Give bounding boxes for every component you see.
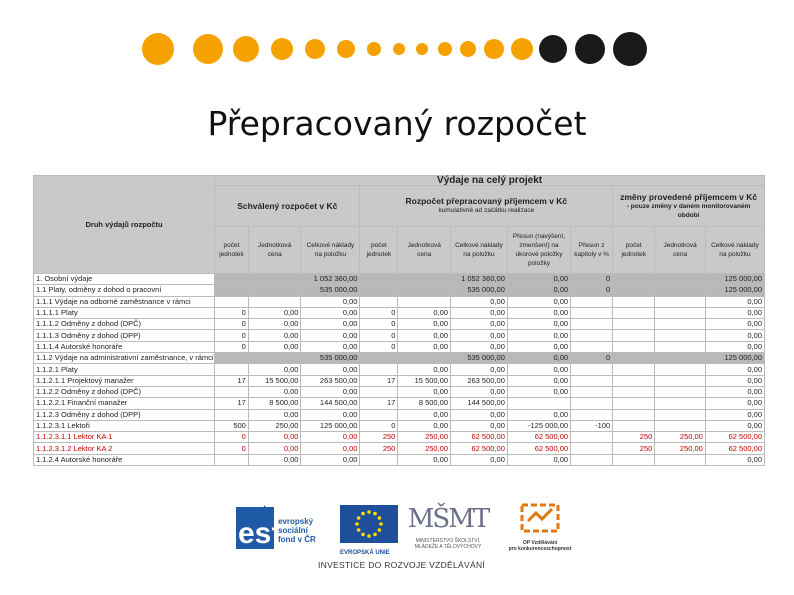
cell-r-total: 0,00 [451,454,508,465]
table-row [34,307,765,318]
row-label: 1.1.2.3.1.2 Lektor KA 2 [34,443,215,454]
row-label: 1.1.1 Výdaje na odborné zaměstnance v rámci [34,296,215,307]
msmt-line1: MINISTERSTVO ŠKOLSTVÍ, [415,538,481,544]
cell-r-total: 0,00 [451,330,508,341]
cell-c-count [613,398,655,409]
cell-a-total: 0,00 [301,454,360,465]
opvk-line2: pro konkurenceschopnost [508,546,572,552]
cell-c-total: 0,00 [705,420,764,431]
cell-a-total: 0,00 [301,409,360,420]
eu-star-icon [361,512,365,516]
cell-r-total: 144 500,00 [451,398,508,409]
cell-r-count [360,274,398,285]
col-header-unit: Jednotková cena [248,227,301,274]
decorative-dot [393,43,405,55]
cell-r-total: 535 000,00 [451,285,508,296]
cell-r-count [360,353,398,364]
col-header-count: počet jednotek [613,227,655,274]
cell-transfer: 0,00 [507,307,570,318]
cell-a-unit: 0,00 [248,307,301,318]
group-changes-label: změny provedené příjemcem v Kč [620,191,758,202]
cell-chapter [571,398,613,409]
cell-chapter [571,432,613,443]
cell-transfer: 0,00 [507,341,570,352]
group-changes [613,186,765,227]
cell-a-count: 0 [215,341,249,352]
eu-star-icon [367,534,371,538]
decorative-dot [271,38,293,60]
cell-r-count [360,454,398,465]
cell-r-count: 0 [360,341,398,352]
cell-chapter: 0 [571,285,613,296]
table-row [34,319,765,330]
cell-r-count: 0 [360,307,398,318]
cell-a-total: 0,00 [301,341,360,352]
cell-r-total: 0,00 [451,341,508,352]
col-header-total: Celkové náklady na položku [451,227,508,274]
cell-r-unit: 0,00 [398,409,451,420]
table-row [34,420,765,431]
cell-r-total: 0,00 [451,296,508,307]
col-header-chapter: Přesun z kapitoly v % [571,227,613,274]
cell-r-count: 0 [360,319,398,330]
group-revised [360,186,613,227]
row-label: 1.1.2.1.1 Projektový manažer [34,375,215,386]
cell-a-total: 0,00 [301,319,360,330]
budget-table-screenshot [33,175,765,462]
cell-c-unit: 250,00 [655,432,706,443]
decorative-dot [233,36,259,62]
cell-r-total: 0,00 [451,409,508,420]
row-label: 1.1.1.2 Odměny z dohod (DPČ) [34,319,215,330]
cell-a-total: 0,00 [301,330,360,341]
decorative-dot [484,39,504,59]
decorative-dot [575,34,605,64]
cell-c-total: 0,00 [705,307,764,318]
row-label: 1.1.2.4 Autorské honoráře [34,454,215,465]
first-col-header: Druh výdajů rozpočtu [34,176,215,274]
cell-c-count [613,375,655,386]
svg-text:esf: esf [238,517,282,550]
decorative-dot [416,43,428,55]
cell-c-count [613,330,655,341]
cell-transfer: 0,00 [507,296,570,307]
cell-transfer: 62 500,00 [507,443,570,454]
cell-c-unit [655,341,706,352]
cell-r-total: 0,00 [451,420,508,431]
col-header-transfer: Přesun (navýšení, zmenšení) na úkorové položky položky [507,227,570,274]
cell-r-count: 17 [360,398,398,409]
esf-line3: fond v ČR [278,535,316,544]
cell-r-unit: 0,00 [398,364,451,375]
cell-transfer: 0,00 [507,319,570,330]
cell-c-count [613,274,655,285]
cell-c-unit [655,307,706,318]
cell-c-total: 125 000,00 [705,274,764,285]
cell-transfer: 0,00 [507,364,570,375]
cell-r-count [360,409,398,420]
table-row [34,398,765,409]
cell-r-count: 0 [360,330,398,341]
cell-r-unit: 250,00 [398,432,451,443]
cell-r-count [360,386,398,397]
cell-transfer: 62 500,00 [507,432,570,443]
table-row [34,432,765,443]
decorative-dot [613,32,647,66]
row-label: 1.1.1.3 Odměny z dohod (DPP) [34,330,215,341]
eu-star-icon [378,528,382,532]
eu-star-icon [357,528,361,532]
eu-label: EVROPSKÁ UNIE [340,550,390,556]
cell-chapter: 0 [571,353,613,364]
decorative-dot [438,42,452,56]
cell-r-unit [398,296,451,307]
row-label: 1.1.2.3.1.1 Lektor KA 1 [34,432,215,443]
cell-a-count: 0 [215,330,249,341]
eu-star-icon [357,516,361,520]
decorative-dot-row [0,0,794,80]
cell-transfer [507,398,570,409]
cell-c-total: 0,00 [705,330,764,341]
decorative-dot [539,35,567,63]
table-row [34,296,765,307]
cell-chapter [571,375,613,386]
row-label: 1.1 Platy, odměny z dohod o pracovní [34,285,215,296]
cell-c-total: 0,00 [705,454,764,465]
table-row [34,443,765,454]
cell-r-unit: 0,00 [398,307,451,318]
cell-c-count [613,409,655,420]
cell-a-count [215,274,249,285]
eu-flag-icon [340,505,398,543]
cell-chapter [571,443,613,454]
table-row [34,364,765,375]
cell-c-total: 62 500,00 [705,443,764,454]
decorative-dot [193,34,223,64]
table-row [34,386,765,397]
opvk-line1: OP Vzdělávání [522,540,558,546]
col-header-total: Celkové náklady na položku [301,227,360,274]
table-row [34,454,765,465]
cell-c-total: 0,00 [705,409,764,420]
cell-a-count [215,353,249,364]
cell-chapter: -100 [571,420,613,431]
cell-c-unit [655,398,706,409]
decorative-dot [460,41,476,57]
cell-a-unit [248,274,301,285]
cell-r-unit: 0,00 [398,330,451,341]
cell-c-total: 62 500,00 [705,432,764,443]
cell-a-count: 0 [215,319,249,330]
cell-r-unit: 15 500,00 [398,375,451,386]
esf-line2: sociální [278,526,308,535]
row-label: 1.1.2.3.1 Lektoři [34,420,215,431]
msmt-mark-icon [407,501,489,534]
cell-a-unit: 15 500,00 [248,375,301,386]
cell-a-count [215,364,249,375]
cell-a-count: 500 [215,420,249,431]
opvk-logo [502,501,578,551]
cell-r-count: 250 [360,443,398,454]
decorative-dot [337,40,355,58]
esf-line1: evropský [278,517,314,526]
cell-a-count [215,285,249,296]
logo-caption: INVESTICE DO ROZVOJE VZDĚLÁVÁNÍ [318,560,486,570]
table-row [34,375,765,386]
eu-logo [340,505,402,555]
svg-text:MŠMT: MŠMT [407,504,489,534]
cell-a-unit: 0,00 [248,386,301,397]
cell-a-count: 0 [215,307,249,318]
cell-a-unit: 0,00 [248,454,301,465]
cell-r-unit: 0,00 [398,420,451,431]
cell-c-count [613,307,655,318]
table-row [34,274,765,285]
cell-transfer: 0,00 [507,375,570,386]
cell-c-total: 0,00 [705,319,764,330]
cell-transfer: 0,00 [507,353,570,364]
cell-chapter [571,409,613,420]
cell-c-unit [655,319,706,330]
cell-c-total: 125 000,00 [705,353,764,364]
cell-transfer: 0,00 [507,274,570,285]
budget-table [33,175,765,466]
table-row [34,330,765,341]
cell-c-unit [655,375,706,386]
cell-c-unit [655,409,706,420]
esf-logo [236,503,336,553]
cell-a-count: 17 [215,398,249,409]
cell-c-count [613,319,655,330]
cell-a-unit [248,285,301,296]
table-title: Výdaje na celý projekt [215,176,765,186]
cell-a-unit: 0,00 [248,432,301,443]
cell-a-total: 0,00 [301,432,360,443]
cell-c-total: 0,00 [705,398,764,409]
cell-c-unit [655,386,706,397]
cell-a-unit [248,353,301,364]
cell-transfer: 0,00 [507,285,570,296]
cell-a-unit: 0,00 [248,443,301,454]
cell-a-total: 125 000,00 [301,420,360,431]
decorative-dot [305,39,325,59]
cell-r-unit [398,274,451,285]
cell-r-unit: 0,00 [398,454,451,465]
cell-transfer: 0,00 [507,409,570,420]
cell-a-unit: 0,00 [248,409,301,420]
cell-c-count [613,353,655,364]
cell-c-total: 0,00 [705,364,764,375]
col-header-total: Celkové náklady na položku [705,227,764,274]
table-row [34,285,765,296]
col-header-count: počet jednotek [215,227,249,274]
cell-a-unit: 0,00 [248,341,301,352]
cell-c-unit: 250,00 [655,443,706,454]
row-label: 1.1.1.1 Platy [34,307,215,318]
cell-r-count: 250 [360,432,398,443]
cell-a-total: 0,00 [301,364,360,375]
cell-r-unit [398,285,451,296]
cell-transfer: 0,00 [507,386,570,397]
group-approved: Schválený rozpočet v Kč [215,186,360,227]
cell-r-count: 17 [360,375,398,386]
cell-c-unit [655,274,706,285]
cell-c-total: 0,00 [705,375,764,386]
cell-c-total: 125 000,00 [705,285,764,296]
cell-a-total: 0,00 [301,386,360,397]
eu-star-icon [378,516,382,520]
cell-a-count [215,454,249,465]
row-label: 1.1.2.3 Odměny z dohod (DPP) [34,409,215,420]
cell-c-count [613,285,655,296]
eu-star-icon [373,512,377,516]
cell-c-unit [655,296,706,307]
cell-c-unit [655,420,706,431]
row-label: 1.1.2.2.1 Finanční manažer [34,398,215,409]
cell-r-unit: 0,00 [398,386,451,397]
cell-c-count: 250 [613,443,655,454]
cell-chapter [571,364,613,375]
cell-chapter [571,386,613,397]
eu-star-icon [379,522,383,526]
eu-star-icon [367,510,371,514]
cell-transfer: -125 000,00 [507,420,570,431]
cell-transfer: 0,00 [507,330,570,341]
cell-r-count [360,296,398,307]
cell-a-total: 0,00 [301,307,360,318]
cell-r-unit [398,353,451,364]
cell-r-total: 62 500,00 [451,443,508,454]
cell-a-count: 17 [215,375,249,386]
table-row [34,409,765,420]
cell-r-unit: 250,00 [398,443,451,454]
cell-a-unit: 0,00 [248,319,301,330]
group-revised-label: Rozpočet přepracovaný příjemcem v Kč [405,196,568,206]
cell-a-unit [248,296,301,307]
cell-chapter [571,330,613,341]
cell-a-count [215,386,249,397]
cell-a-total: 144 500,00 [301,398,360,409]
cell-c-count [613,341,655,352]
cell-r-count [360,364,398,375]
cell-c-count [613,386,655,397]
cell-chapter: 0 [571,274,613,285]
cell-r-total: 535 000,00 [451,353,508,364]
cell-c-unit [655,454,706,465]
row-label: 1.1.2 Výdaje na administrativní zaměstnance, v rámci [34,353,215,364]
cell-chapter [571,319,613,330]
cell-chapter [571,307,613,318]
cell-r-total: 0,00 [451,307,508,318]
cell-c-unit [655,330,706,341]
cell-r-total: 0,00 [451,319,508,330]
cell-r-count [360,285,398,296]
table-row [34,341,765,352]
row-label: 1.1.2.1 Platy [34,364,215,375]
cell-a-count [215,409,249,420]
row-label: 1.1.2.2 Odměny z dohod (DPČ) [34,386,215,397]
col-header-count: počet jednotek [360,227,398,274]
cell-a-unit: 8 500,00 [248,398,301,409]
cell-a-total: 0,00 [301,296,360,307]
eu-star-icon [373,533,377,537]
cell-r-count: 0 [360,420,398,431]
decorative-dot [511,38,533,60]
cell-r-unit: 0,00 [398,341,451,352]
table-rows [34,274,765,466]
decorative-dot [142,33,174,65]
table-row [34,353,765,364]
cell-c-count [613,454,655,465]
cell-r-total: 62 500,00 [451,432,508,443]
cell-c-total: 0,00 [705,296,764,307]
cell-c-total: 0,00 [705,341,764,352]
cell-a-total: 535 000,00 [301,285,360,296]
cell-c-count: 250 [613,432,655,443]
cell-a-total: 1 052 360,00 [301,274,360,285]
cell-a-total: 0,00 [301,443,360,454]
cell-c-count [613,296,655,307]
cell-chapter [571,296,613,307]
eu-star-icon [355,522,359,526]
cell-chapter [571,454,613,465]
slide-title: Přepracovaný rozpočet [207,104,587,143]
eu-star-icon [361,533,365,537]
cell-c-unit [655,364,706,375]
cell-c-count [613,364,655,375]
cell-c-count [613,420,655,431]
cell-a-unit: 0,00 [248,330,301,341]
cell-transfer: 0,00 [507,454,570,465]
cell-a-count: 0 [215,432,249,443]
cell-r-total: 0,00 [451,386,508,397]
cell-a-total: 263 500,00 [301,375,360,386]
cell-c-unit [655,285,706,296]
row-label: 1.1.1.4 Autorské honoráře [34,341,215,352]
cell-a-count [215,296,249,307]
cell-a-unit: 0,00 [248,364,301,375]
msmt-line2: MLÁDEŽE A TĚLOVÝCHOVY [414,544,482,550]
col-header-unit: Jednotková cena [655,227,706,274]
cell-r-total: 1 052 360,00 [451,274,508,285]
row-label: 1. Osobní výdaje [34,274,215,285]
opvk-mark-icon [518,501,562,535]
msmt-logo [402,501,494,551]
cell-c-unit [655,353,706,364]
cell-a-total: 535 000,00 [301,353,360,364]
cell-r-total: 263 500,00 [451,375,508,386]
group-changes-sub: - pouze změny v daném monitorovaném období [626,202,751,219]
cell-r-total: 0,00 [451,364,508,375]
cell-c-total: 0,00 [705,386,764,397]
decorative-dot [367,42,381,56]
col-header-unit: Jednotková cena [398,227,451,274]
cell-r-unit: 0,00 [398,319,451,330]
cell-r-unit: 8 500,00 [398,398,451,409]
cell-a-unit: 250,00 [248,420,301,431]
cell-a-count: 0 [215,443,249,454]
group-revised-sub: kumulativně ad začátku realizace [438,207,535,214]
cell-chapter [571,341,613,352]
